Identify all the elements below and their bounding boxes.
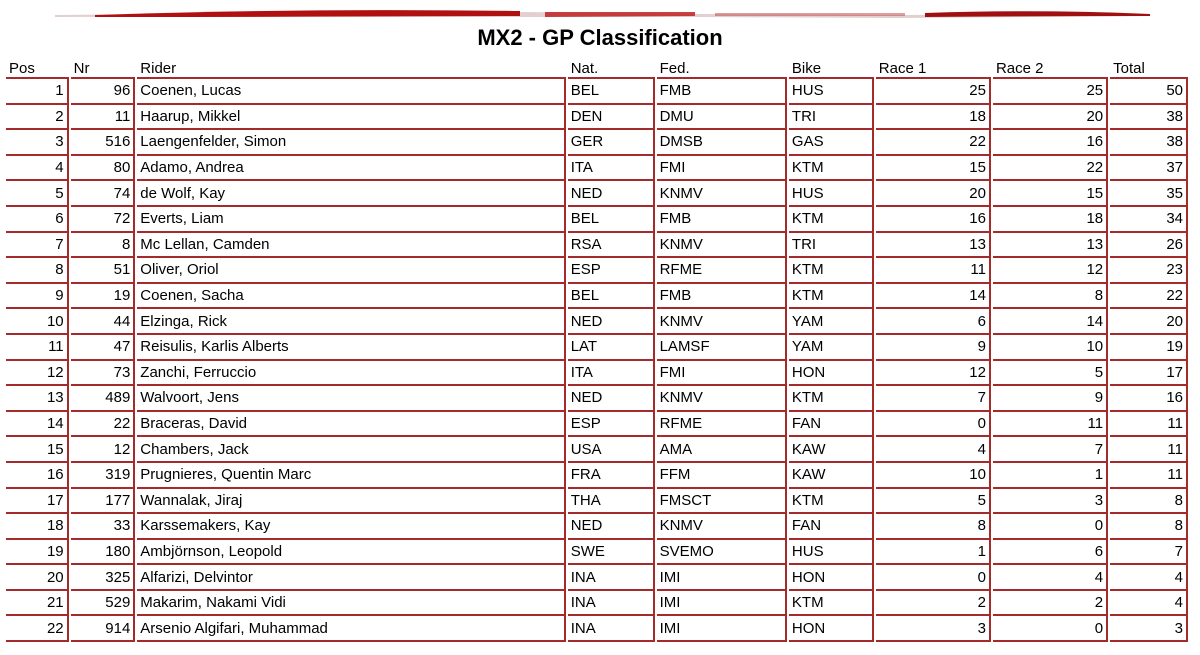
rider-cell: Alfarizi, Delvintor <box>137 565 565 591</box>
table-row <box>6 233 1188 259</box>
fed-cell: FMB <box>657 284 787 310</box>
fed-cell: FMI <box>657 156 787 182</box>
rider-cell: Ambjörnson, Leopold <box>137 540 565 566</box>
nr-cell: 8 <box>71 233 136 259</box>
nr-cell: 529 <box>71 591 136 617</box>
nat-cell: INA <box>568 616 655 642</box>
bike-cell: TRI <box>789 105 874 131</box>
pos-cell: 18 <box>6 514 69 540</box>
total-cell: 38 <box>1110 105 1188 131</box>
rider-cell: Adamo, Andrea <box>137 156 565 182</box>
nr-cell: 80 <box>71 156 136 182</box>
rider-cell: Arsenio Algifari, Muhammad <box>137 616 565 642</box>
table-row <box>6 514 1188 540</box>
rider-cell: Coenen, Sacha <box>137 284 565 310</box>
col-header-total: Total <box>1110 57 1188 79</box>
fed-cell: FMI <box>657 361 787 387</box>
table-row <box>6 309 1188 335</box>
race2-cell: 13 <box>993 233 1108 259</box>
nat-cell: BEL <box>568 79 655 105</box>
pos-cell: 9 <box>6 284 69 310</box>
total-cell: 34 <box>1110 207 1188 233</box>
col-header-nr: Nr <box>71 57 136 79</box>
pos-cell: 14 <box>6 412 69 438</box>
nr-cell: 74 <box>71 181 136 207</box>
rider-cell: Karssemakers, Kay <box>137 514 565 540</box>
bike-cell: HUS <box>789 540 874 566</box>
pos-cell: 17 <box>6 489 69 515</box>
table-row <box>6 361 1188 387</box>
race1-cell: 22 <box>876 130 991 156</box>
race2-cell: 10 <box>993 335 1108 361</box>
pos-cell: 4 <box>6 156 69 182</box>
table-row <box>6 591 1188 617</box>
rider-cell: Wannalak, Jiraj <box>137 489 565 515</box>
race2-cell: 0 <box>993 514 1108 540</box>
results-body <box>6 79 1188 642</box>
rider-cell: Oliver, Oriol <box>137 258 565 284</box>
table-row <box>6 463 1188 489</box>
bike-cell: KTM <box>789 258 874 284</box>
col-header-nat: Nat. <box>568 57 655 79</box>
total-cell: 11 <box>1110 463 1188 489</box>
fed-cell: FMB <box>657 79 787 105</box>
race2-cell: 8 <box>993 284 1108 310</box>
classification-table <box>4 57 1190 642</box>
fed-cell: LAMSF <box>657 335 787 361</box>
bike-cell: YAM <box>789 309 874 335</box>
nr-cell: 12 <box>71 437 136 463</box>
fed-cell: KNMV <box>657 233 787 259</box>
pos-cell: 21 <box>6 591 69 617</box>
table-row <box>6 540 1188 566</box>
rider-cell: Braceras, David <box>137 412 565 438</box>
pos-cell: 12 <box>6 361 69 387</box>
nr-cell: 47 <box>71 335 136 361</box>
bike-cell: GAS <box>789 130 874 156</box>
race1-cell: 0 <box>876 565 991 591</box>
total-cell: 3 <box>1110 616 1188 642</box>
pos-cell: 2 <box>6 105 69 131</box>
pos-cell: 19 <box>6 540 69 566</box>
rider-cell: Reisulis, Karlis Alberts <box>137 335 565 361</box>
nr-cell: 44 <box>71 309 136 335</box>
nr-cell: 325 <box>71 565 136 591</box>
race1-cell: 4 <box>876 437 991 463</box>
pos-cell: 16 <box>6 463 69 489</box>
total-cell: 8 <box>1110 514 1188 540</box>
table-row <box>6 79 1188 105</box>
pos-cell: 13 <box>6 386 69 412</box>
race1-cell: 14 <box>876 284 991 310</box>
race1-cell: 5 <box>876 489 991 515</box>
table-row <box>6 412 1188 438</box>
nat-cell: DEN <box>568 105 655 131</box>
race2-cell: 2 <box>993 591 1108 617</box>
nr-cell: 489 <box>71 386 136 412</box>
race1-cell: 25 <box>876 79 991 105</box>
bike-cell: KTM <box>789 386 874 412</box>
table-row <box>6 565 1188 591</box>
nr-cell: 914 <box>71 616 136 642</box>
race2-cell: 9 <box>993 386 1108 412</box>
bike-cell: KAW <box>789 437 874 463</box>
race2-cell: 1 <box>993 463 1108 489</box>
bike-cell: HON <box>789 361 874 387</box>
fed-cell: FMSCT <box>657 489 787 515</box>
col-header-bike: Bike <box>789 57 874 79</box>
fed-cell: SVEMO <box>657 540 787 566</box>
pos-cell: 10 <box>6 309 69 335</box>
total-cell: 38 <box>1110 130 1188 156</box>
total-cell: 50 <box>1110 79 1188 105</box>
nat-cell: RSA <box>568 233 655 259</box>
bike-cell: KAW <box>789 463 874 489</box>
nat-cell: NED <box>568 386 655 412</box>
race1-cell: 6 <box>876 309 991 335</box>
race2-cell: 14 <box>993 309 1108 335</box>
race2-cell: 22 <box>993 156 1108 182</box>
brush-stroke-banner <box>0 0 1200 24</box>
pos-cell: 7 <box>6 233 69 259</box>
col-header-rider: Rider <box>137 57 565 79</box>
pos-cell: 5 <box>6 181 69 207</box>
race2-cell: 18 <box>993 207 1108 233</box>
fed-cell: AMA <box>657 437 787 463</box>
race2-cell: 0 <box>993 616 1108 642</box>
pos-cell: 1 <box>6 79 69 105</box>
race1-cell: 3 <box>876 616 991 642</box>
nr-cell: 73 <box>71 361 136 387</box>
race2-cell: 25 <box>993 79 1108 105</box>
race2-cell: 6 <box>993 540 1108 566</box>
total-cell: 4 <box>1110 565 1188 591</box>
bike-cell: FAN <box>789 514 874 540</box>
race1-cell: 15 <box>876 156 991 182</box>
total-cell: 20 <box>1110 309 1188 335</box>
rider-cell: Haarup, Mikkel <box>137 105 565 131</box>
total-cell: 17 <box>1110 361 1188 387</box>
total-cell: 16 <box>1110 386 1188 412</box>
bike-cell: TRI <box>789 233 874 259</box>
fed-cell: IMI <box>657 565 787 591</box>
fed-cell: RFME <box>657 258 787 284</box>
rider-cell: Chambers, Jack <box>137 437 565 463</box>
header-row <box>6 57 1188 79</box>
nat-cell: ESP <box>568 412 655 438</box>
col-header-race2: Race 2 <box>993 57 1108 79</box>
race1-cell: 16 <box>876 207 991 233</box>
page-title: MX2 - GP Classification <box>477 25 723 50</box>
nr-cell: 516 <box>71 130 136 156</box>
rider-cell: Prugnieres, Quentin Marc <box>137 463 565 489</box>
pos-cell: 3 <box>6 130 69 156</box>
pos-cell: 20 <box>6 565 69 591</box>
nr-cell: 19 <box>71 284 136 310</box>
rider-cell: Makarim, Nakami Vidi <box>137 591 565 617</box>
bike-cell: HON <box>789 616 874 642</box>
nat-cell: NED <box>568 514 655 540</box>
col-header-race1: Race 1 <box>876 57 991 79</box>
nr-cell: 180 <box>71 540 136 566</box>
pos-cell: 22 <box>6 616 69 642</box>
rider-cell: Laengenfelder, Simon <box>137 130 565 156</box>
nat-cell: USA <box>568 437 655 463</box>
fed-cell: FMB <box>657 207 787 233</box>
total-cell: 8 <box>1110 489 1188 515</box>
total-cell: 11 <box>1110 412 1188 438</box>
table-row <box>6 258 1188 284</box>
race1-cell: 12 <box>876 361 991 387</box>
table-row <box>6 616 1188 642</box>
pos-cell: 15 <box>6 437 69 463</box>
nat-cell: THA <box>568 489 655 515</box>
race2-cell: 7 <box>993 437 1108 463</box>
bike-cell: HUS <box>789 79 874 105</box>
race1-cell: 20 <box>876 181 991 207</box>
nat-cell: SWE <box>568 540 655 566</box>
race1-cell: 7 <box>876 386 991 412</box>
race1-cell: 0 <box>876 412 991 438</box>
pos-cell: 11 <box>6 335 69 361</box>
total-cell: 23 <box>1110 258 1188 284</box>
race2-cell: 16 <box>993 130 1108 156</box>
rider-cell: Zanchi, Ferruccio <box>137 361 565 387</box>
bike-cell: HON <box>789 565 874 591</box>
nat-cell: LAT <box>568 335 655 361</box>
race1-cell: 13 <box>876 233 991 259</box>
race2-cell: 3 <box>993 489 1108 515</box>
table-row <box>6 207 1188 233</box>
rider-cell: Coenen, Lucas <box>137 79 565 105</box>
total-cell: 35 <box>1110 181 1188 207</box>
fed-cell: RFME <box>657 412 787 438</box>
total-cell: 4 <box>1110 591 1188 617</box>
fed-cell: KNMV <box>657 514 787 540</box>
total-cell: 37 <box>1110 156 1188 182</box>
pos-cell: 8 <box>6 258 69 284</box>
nat-cell: BEL <box>568 284 655 310</box>
race2-cell: 20 <box>993 105 1108 131</box>
race2-cell: 12 <box>993 258 1108 284</box>
race1-cell: 9 <box>876 335 991 361</box>
fed-cell: IMI <box>657 616 787 642</box>
nat-cell: NED <box>568 181 655 207</box>
bike-cell: HUS <box>789 181 874 207</box>
col-header-fed: Fed. <box>657 57 787 79</box>
total-cell: 26 <box>1110 233 1188 259</box>
fed-cell: KNMV <box>657 386 787 412</box>
rider-cell: Mc Lellan, Camden <box>137 233 565 259</box>
bike-cell: KTM <box>789 591 874 617</box>
nat-cell: GER <box>568 130 655 156</box>
nr-cell: 51 <box>71 258 136 284</box>
race2-cell: 11 <box>993 412 1108 438</box>
table-row <box>6 181 1188 207</box>
nr-cell: 33 <box>71 514 136 540</box>
bike-cell: KTM <box>789 489 874 515</box>
race1-cell: 18 <box>876 105 991 131</box>
race1-cell: 1 <box>876 540 991 566</box>
race2-cell: 15 <box>993 181 1108 207</box>
table-row <box>6 489 1188 515</box>
nr-cell: 177 <box>71 489 136 515</box>
bike-cell: FAN <box>789 412 874 438</box>
table-row <box>6 156 1188 182</box>
rider-cell: de Wolf, Kay <box>137 181 565 207</box>
bike-cell: KTM <box>789 284 874 310</box>
nat-cell: ITA <box>568 361 655 387</box>
fed-cell: DMSB <box>657 130 787 156</box>
nr-cell: 72 <box>71 207 136 233</box>
table-row <box>6 335 1188 361</box>
rider-cell: Elzinga, Rick <box>137 309 565 335</box>
race2-cell: 5 <box>993 361 1108 387</box>
nat-cell: ITA <box>568 156 655 182</box>
race1-cell: 2 <box>876 591 991 617</box>
fed-cell: IMI <box>657 591 787 617</box>
nr-cell: 319 <box>71 463 136 489</box>
pos-cell: 6 <box>6 207 69 233</box>
table-row <box>6 105 1188 131</box>
nat-cell: ESP <box>568 258 655 284</box>
table-row <box>6 437 1188 463</box>
nat-cell: BEL <box>568 207 655 233</box>
total-cell: 11 <box>1110 437 1188 463</box>
race1-cell: 11 <box>876 258 991 284</box>
bike-cell: YAM <box>789 335 874 361</box>
race1-cell: 8 <box>876 514 991 540</box>
total-cell: 19 <box>1110 335 1188 361</box>
table-row <box>6 386 1188 412</box>
nat-cell: INA <box>568 565 655 591</box>
bike-cell: KTM <box>789 156 874 182</box>
fed-cell: KNMV <box>657 309 787 335</box>
col-header-pos: Pos <box>6 57 69 79</box>
table-row <box>6 284 1188 310</box>
nat-cell: INA <box>568 591 655 617</box>
table-row <box>6 130 1188 156</box>
rider-cell: Everts, Liam <box>137 207 565 233</box>
fed-cell: DMU <box>657 105 787 131</box>
fed-cell: KNMV <box>657 181 787 207</box>
nat-cell: NED <box>568 309 655 335</box>
fed-cell: FFM <box>657 463 787 489</box>
nr-cell: 11 <box>71 105 136 131</box>
total-cell: 7 <box>1110 540 1188 566</box>
rider-cell: Walvoort, Jens <box>137 386 565 412</box>
nat-cell: FRA <box>568 463 655 489</box>
bike-cell: KTM <box>789 207 874 233</box>
race1-cell: 10 <box>876 463 991 489</box>
total-cell: 22 <box>1110 284 1188 310</box>
nr-cell: 22 <box>71 412 136 438</box>
nr-cell: 96 <box>71 79 136 105</box>
race2-cell: 4 <box>993 565 1108 591</box>
